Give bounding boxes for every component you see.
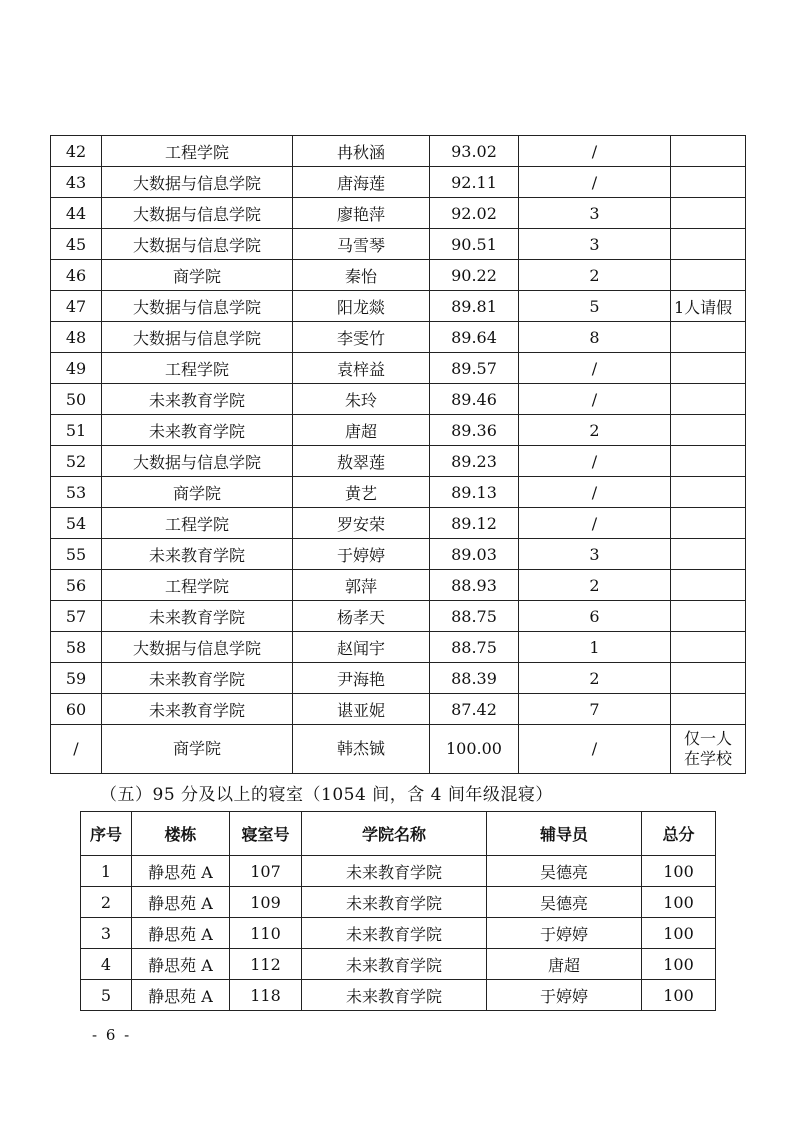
cell-count: 7 bbox=[519, 694, 671, 725]
cell-total: 100 bbox=[642, 980, 716, 1011]
cell-score: 89.46 bbox=[430, 384, 519, 415]
cell-score: 90.51 bbox=[430, 229, 519, 260]
table-row bbox=[51, 601, 746, 632]
cell-no: / bbox=[51, 725, 102, 774]
table-row bbox=[51, 570, 746, 601]
cell-college: 大数据与信息学院 bbox=[102, 291, 293, 322]
cell-count: 2 bbox=[519, 570, 671, 601]
cell-score: 92.11 bbox=[430, 167, 519, 198]
cell-count: 3 bbox=[519, 539, 671, 570]
cell-college: 大数据与信息学院 bbox=[102, 198, 293, 229]
cell-name: 阳龙燚 bbox=[293, 291, 430, 322]
header-total: 总分 bbox=[642, 812, 716, 856]
cell-room: 109 bbox=[230, 887, 302, 918]
table-row bbox=[51, 353, 746, 384]
cell-counselor: 于婷婷 bbox=[487, 980, 642, 1011]
cell-remark bbox=[671, 601, 746, 632]
table-row bbox=[51, 229, 746, 260]
remark-line: 仅一人 bbox=[683, 729, 732, 748]
cell-score: 88.93 bbox=[430, 570, 519, 601]
cell-college: 未来教育学院 bbox=[102, 539, 293, 570]
cell-name: 唐海莲 bbox=[293, 167, 430, 198]
cell-score: 88.75 bbox=[430, 601, 519, 632]
table-row bbox=[81, 887, 716, 918]
cell-count: 2 bbox=[519, 415, 671, 446]
cell-remark bbox=[671, 167, 746, 198]
cell-college: 工程学院 bbox=[102, 353, 293, 384]
cell-no: 4 bbox=[81, 949, 132, 980]
cell-no: 48 bbox=[51, 322, 102, 353]
cell-remark bbox=[671, 539, 746, 570]
cell-count: / bbox=[519, 446, 671, 477]
cell-no: 43 bbox=[51, 167, 102, 198]
cell-remark bbox=[671, 136, 746, 167]
table-row bbox=[51, 508, 746, 539]
cell-counselor: 吴德亮 bbox=[487, 887, 642, 918]
cell-score: 88.75 bbox=[430, 632, 519, 663]
ranking-table bbox=[50, 135, 746, 774]
cell-no: 56 bbox=[51, 570, 102, 601]
table-row bbox=[51, 694, 746, 725]
table-row bbox=[51, 477, 746, 508]
cell-building: 静思苑 A bbox=[132, 856, 230, 887]
cell-remark bbox=[671, 508, 746, 539]
cell-college: 商学院 bbox=[102, 725, 293, 774]
cell-college: 大数据与信息学院 bbox=[102, 167, 293, 198]
table-row bbox=[51, 725, 746, 774]
cell-name: 韩杰铖 bbox=[293, 725, 430, 774]
cell-score: 89.57 bbox=[430, 353, 519, 384]
cell-college: 未来教育学院 bbox=[102, 384, 293, 415]
cell-score: 89.81 bbox=[430, 291, 519, 322]
table-row bbox=[51, 539, 746, 570]
cell-no: 50 bbox=[51, 384, 102, 415]
cell-count: / bbox=[519, 353, 671, 384]
cell-remark bbox=[671, 570, 746, 601]
cell-college: 未来教育学院 bbox=[302, 918, 487, 949]
cell-remark bbox=[671, 632, 746, 663]
cell-count: / bbox=[519, 167, 671, 198]
cell-college: 未来教育学院 bbox=[302, 887, 487, 918]
cell-remark: 1人请假 bbox=[671, 291, 746, 322]
cell-name: 李雯竹 bbox=[293, 322, 430, 353]
header-counselor: 辅导员 bbox=[487, 812, 642, 856]
dorm-table bbox=[80, 811, 716, 1011]
header-college: 学院名称 bbox=[302, 812, 487, 856]
cell-college: 未来教育学院 bbox=[302, 856, 487, 887]
section-heading: （五）95 分及以上的寝室（1054 间，含 4 间年级混寝） bbox=[100, 785, 553, 805]
cell-no: 55 bbox=[51, 539, 102, 570]
cell-name: 郭萍 bbox=[293, 570, 430, 601]
header-room: 寝室号 bbox=[230, 812, 302, 856]
cell-count: / bbox=[519, 477, 671, 508]
cell-no: 57 bbox=[51, 601, 102, 632]
table-row bbox=[51, 260, 746, 291]
cell-remark bbox=[671, 384, 746, 415]
cell-no: 2 bbox=[81, 887, 132, 918]
cell-remark bbox=[671, 477, 746, 508]
cell-name: 马雪琴 bbox=[293, 229, 430, 260]
cell-counselor: 吴德亮 bbox=[487, 856, 642, 887]
header-building: 楼栋 bbox=[132, 812, 230, 856]
cell-remark bbox=[671, 663, 746, 694]
table-row bbox=[51, 384, 746, 415]
cell-name: 朱玲 bbox=[293, 384, 430, 415]
cell-college: 未来教育学院 bbox=[102, 415, 293, 446]
cell-count: 3 bbox=[519, 198, 671, 229]
cell-score: 89.36 bbox=[430, 415, 519, 446]
cell-counselor: 唐超 bbox=[487, 949, 642, 980]
table-header-row bbox=[81, 812, 716, 856]
cell-no: 53 bbox=[51, 477, 102, 508]
cell-count: 2 bbox=[519, 663, 671, 694]
cell-remark bbox=[671, 198, 746, 229]
cell-college: 未来教育学院 bbox=[102, 601, 293, 632]
cell-count: 5 bbox=[519, 291, 671, 322]
cell-room: 118 bbox=[230, 980, 302, 1011]
cell-no: 52 bbox=[51, 446, 102, 477]
cell-remark bbox=[671, 353, 746, 384]
cell-room: 107 bbox=[230, 856, 302, 887]
cell-count: 2 bbox=[519, 260, 671, 291]
cell-score: 89.13 bbox=[430, 477, 519, 508]
cell-college: 未来教育学院 bbox=[102, 694, 293, 725]
cell-no: 5 bbox=[81, 980, 132, 1011]
cell-building: 静思苑 A bbox=[132, 918, 230, 949]
cell-college: 大数据与信息学院 bbox=[102, 446, 293, 477]
cell-no: 60 bbox=[51, 694, 102, 725]
cell-no: 54 bbox=[51, 508, 102, 539]
cell-name: 罗安荣 bbox=[293, 508, 430, 539]
cell-name: 唐超 bbox=[293, 415, 430, 446]
cell-college: 大数据与信息学院 bbox=[102, 632, 293, 663]
cell-total: 100 bbox=[642, 918, 716, 949]
cell-no: 3 bbox=[81, 918, 132, 949]
table-row bbox=[51, 136, 746, 167]
cell-score: 100.00 bbox=[430, 725, 519, 774]
cell-count: 6 bbox=[519, 601, 671, 632]
cell-count: 8 bbox=[519, 322, 671, 353]
cell-name: 于婷婷 bbox=[293, 539, 430, 570]
cell-remark bbox=[671, 694, 746, 725]
table-row bbox=[51, 632, 746, 663]
cell-college: 未来教育学院 bbox=[102, 663, 293, 694]
cell-no: 42 bbox=[51, 136, 102, 167]
cell-total: 100 bbox=[642, 887, 716, 918]
cell-count: / bbox=[519, 725, 671, 774]
cell-remark bbox=[671, 322, 746, 353]
cell-college: 工程学院 bbox=[102, 570, 293, 601]
cell-no: 58 bbox=[51, 632, 102, 663]
cell-name: 赵闻宇 bbox=[293, 632, 430, 663]
cell-score: 89.64 bbox=[430, 322, 519, 353]
page-number: - 6 - bbox=[92, 1026, 132, 1044]
ranking-table-body bbox=[51, 136, 746, 774]
cell-college: 未来教育学院 bbox=[302, 980, 487, 1011]
cell-no: 1 bbox=[81, 856, 132, 887]
table-row bbox=[81, 918, 716, 949]
cell-college: 工程学院 bbox=[102, 508, 293, 539]
cell-name: 廖艳萍 bbox=[293, 198, 430, 229]
cell-room: 110 bbox=[230, 918, 302, 949]
cell-score: 88.39 bbox=[430, 663, 519, 694]
cell-score: 87.42 bbox=[430, 694, 519, 725]
cell-score: 92.02 bbox=[430, 198, 519, 229]
table-row bbox=[51, 446, 746, 477]
cell-no: 46 bbox=[51, 260, 102, 291]
cell-score: 90.22 bbox=[430, 260, 519, 291]
cell-score: 89.23 bbox=[430, 446, 519, 477]
cell-score: 93.02 bbox=[430, 136, 519, 167]
cell-count: 1 bbox=[519, 632, 671, 663]
cell-count: 3 bbox=[519, 229, 671, 260]
cell-remark bbox=[671, 446, 746, 477]
cell-room: 112 bbox=[230, 949, 302, 980]
dorm-table-body bbox=[81, 856, 716, 1011]
cell-college: 商学院 bbox=[102, 477, 293, 508]
table-row bbox=[51, 291, 746, 322]
cell-no: 59 bbox=[51, 663, 102, 694]
cell-score: 89.03 bbox=[430, 539, 519, 570]
table-row bbox=[51, 322, 746, 353]
cell-no: 45 bbox=[51, 229, 102, 260]
cell-count: / bbox=[519, 508, 671, 539]
cell-remark bbox=[671, 415, 746, 446]
cell-building: 静思苑 A bbox=[132, 887, 230, 918]
table-row bbox=[81, 949, 716, 980]
table-row bbox=[51, 663, 746, 694]
cell-name: 尹海艳 bbox=[293, 663, 430, 694]
table-row bbox=[81, 980, 716, 1011]
cell-name: 谌亚妮 bbox=[293, 694, 430, 725]
cell-no: 44 bbox=[51, 198, 102, 229]
cell-college: 工程学院 bbox=[102, 136, 293, 167]
table-row bbox=[51, 415, 746, 446]
remark-line: 在学校 bbox=[683, 749, 732, 768]
header-no: 序号 bbox=[81, 812, 132, 856]
cell-counselor: 于婷婷 bbox=[487, 918, 642, 949]
cell-building: 静思苑 A bbox=[132, 949, 230, 980]
cell-name: 杨孝天 bbox=[293, 601, 430, 632]
cell-no: 49 bbox=[51, 353, 102, 384]
cell-name: 冉秋涵 bbox=[293, 136, 430, 167]
cell-remark bbox=[671, 260, 746, 291]
cell-college: 大数据与信息学院 bbox=[102, 322, 293, 353]
cell-score: 89.12 bbox=[430, 508, 519, 539]
cell-college: 大数据与信息学院 bbox=[102, 229, 293, 260]
table-row bbox=[51, 198, 746, 229]
cell-college: 商学院 bbox=[102, 260, 293, 291]
cell-college: 未来教育学院 bbox=[302, 949, 487, 980]
cell-name: 秦怡 bbox=[293, 260, 430, 291]
table-row bbox=[51, 167, 746, 198]
cell-building: 静思苑 A bbox=[132, 980, 230, 1011]
table-row bbox=[81, 856, 716, 887]
cell-remark bbox=[671, 229, 746, 260]
cell-count: / bbox=[519, 136, 671, 167]
cell-count: / bbox=[519, 384, 671, 415]
cell-total: 100 bbox=[642, 949, 716, 980]
cell-no: 47 bbox=[51, 291, 102, 322]
cell-total: 100 bbox=[642, 856, 716, 887]
cell-name: 敖翠莲 bbox=[293, 446, 430, 477]
cell-remark bbox=[671, 725, 746, 774]
cell-name: 袁梓益 bbox=[293, 353, 430, 384]
cell-name: 黄艺 bbox=[293, 477, 430, 508]
cell-no: 51 bbox=[51, 415, 102, 446]
